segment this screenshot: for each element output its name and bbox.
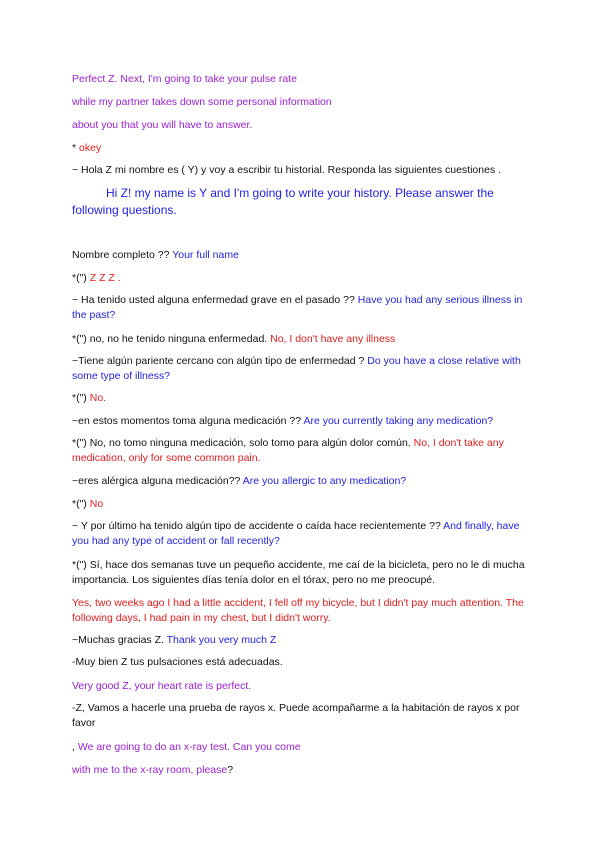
question-allergic: [72, 474, 532, 489]
answer-relative-text: No.: [89, 392, 107, 404]
answer-mark: *("): [72, 392, 90, 404]
answer-illness-en: No, I don't have any illness: [270, 333, 396, 345]
answer-medication: [72, 436, 532, 466]
question-name-es: Nombre completo ??: [72, 249, 173, 261]
xray-en-prefix: ,: [72, 741, 78, 753]
question-allergic-es: ~eres alérgica alguna medicación??: [72, 475, 243, 487]
intro-line-3: about you that you will have to answer.: [72, 119, 253, 131]
answer-allergic-text: No: [89, 498, 104, 510]
answer-mark: *("): [72, 272, 90, 284]
okey-line: [72, 141, 532, 156]
xray-en-text-1: We are going to do an x-ray test. Can you come: [77, 741, 301, 753]
answer-medication-en: No, I don't take any medication, only for some common pain.: [72, 437, 504, 464]
answer-name: [72, 271, 532, 286]
question-medication: [72, 414, 532, 429]
answer-medication-es: *(") No, no tomo ninguna medicación, solo tomo para algún dolor común.: [72, 437, 414, 449]
intro-line-1: Perfect Z. Next, I'm going to take your pulse rate: [72, 73, 297, 85]
question-relative-es: ~Tiene algún pariente cercano con algún tipo de enfermedad ?: [72, 355, 368, 367]
answer-mark: *("): [72, 498, 90, 510]
question-relative: [72, 354, 532, 384]
pulse-en: Very good Z, your heart rate is perfect.: [72, 680, 252, 692]
question-accident-es: ~ Y por último ha tenido algún tipo de accidente o caída hace recientemente ??: [72, 520, 444, 532]
thanks-en: Thank you very much Z: [166, 634, 277, 646]
answer-name-text: Z Z Z .: [89, 272, 121, 284]
question-illness: [72, 293, 532, 323]
question-accident: [72, 519, 532, 549]
question-name-en: Your full name: [172, 249, 239, 261]
thanks-es: ~Muchas gracias Z.: [72, 634, 167, 646]
answer-illness-es: *(") no, no he tenido ninguna enfermedad.: [72, 333, 271, 345]
answer-allergic: [72, 497, 532, 512]
question-illness-es: ~ Ha tenido usted alguna enfermedad grave en el pasado ??: [72, 294, 358, 306]
xray-en-line-1: [72, 740, 532, 755]
okey-text: okey: [76, 142, 102, 154]
question-name: [72, 248, 532, 263]
greeting-es: ~ Hola Z mi nombre es ( Y) y voy a escribir tu historial. Responda las siguientes cuestiones .: [72, 164, 502, 176]
answer-illness: [72, 332, 532, 347]
question-relative-en: Do you have a close relative with some type of illness?: [72, 355, 521, 382]
question-accident-en: And finally, have you had any type of accident or fall recently?: [72, 520, 520, 547]
answer-accident-es: *(") Sí, hace dos semanas tuve un pequeño accidente, me caí de la bicicleta, pero no le di mucha importancia. Los siguientes días tenía dolor en el tórax, pero no me preocupé.: [72, 559, 525, 586]
answer-mark: *: [72, 142, 77, 154]
question-medication-en: Are you currently taking any medication?: [303, 415, 494, 427]
xray-es: -Z, Vamos a hacerle una prueba de rayos x. Puede acompañarme a la habitación de rayos x por favor: [72, 702, 520, 729]
pulse-es: -Muy bien Z tus pulsaciones está adecuadas.: [72, 656, 283, 668]
xray-en-text-2: with me to the x-ray room, please: [72, 764, 228, 776]
greeting-en: Hi Z! my name is Y and I'm going to write your history. Please answer the following questions.: [72, 186, 494, 217]
question-allergic-en: Are you allergic to any medication?: [242, 475, 407, 487]
xray-en-line-2: [72, 763, 532, 778]
question-illness-en: Have you had any serious illness in the past?: [72, 294, 523, 321]
xray-en-qmark: ?: [227, 764, 234, 776]
intro-line-2: while my partner takes down some personal information: [72, 96, 332, 108]
thanks-line: [72, 633, 532, 648]
answer-accident-en: Yes, two weeks ago I had a little accident, I fell off my bicycle, but I didn't pay much attention. The following days, I had pain in my chest, but I didn't worry.: [72, 597, 524, 624]
answer-relative: [72, 391, 532, 406]
question-medication-es: ~en estos momentos toma alguna medicación ??: [72, 415, 304, 427]
